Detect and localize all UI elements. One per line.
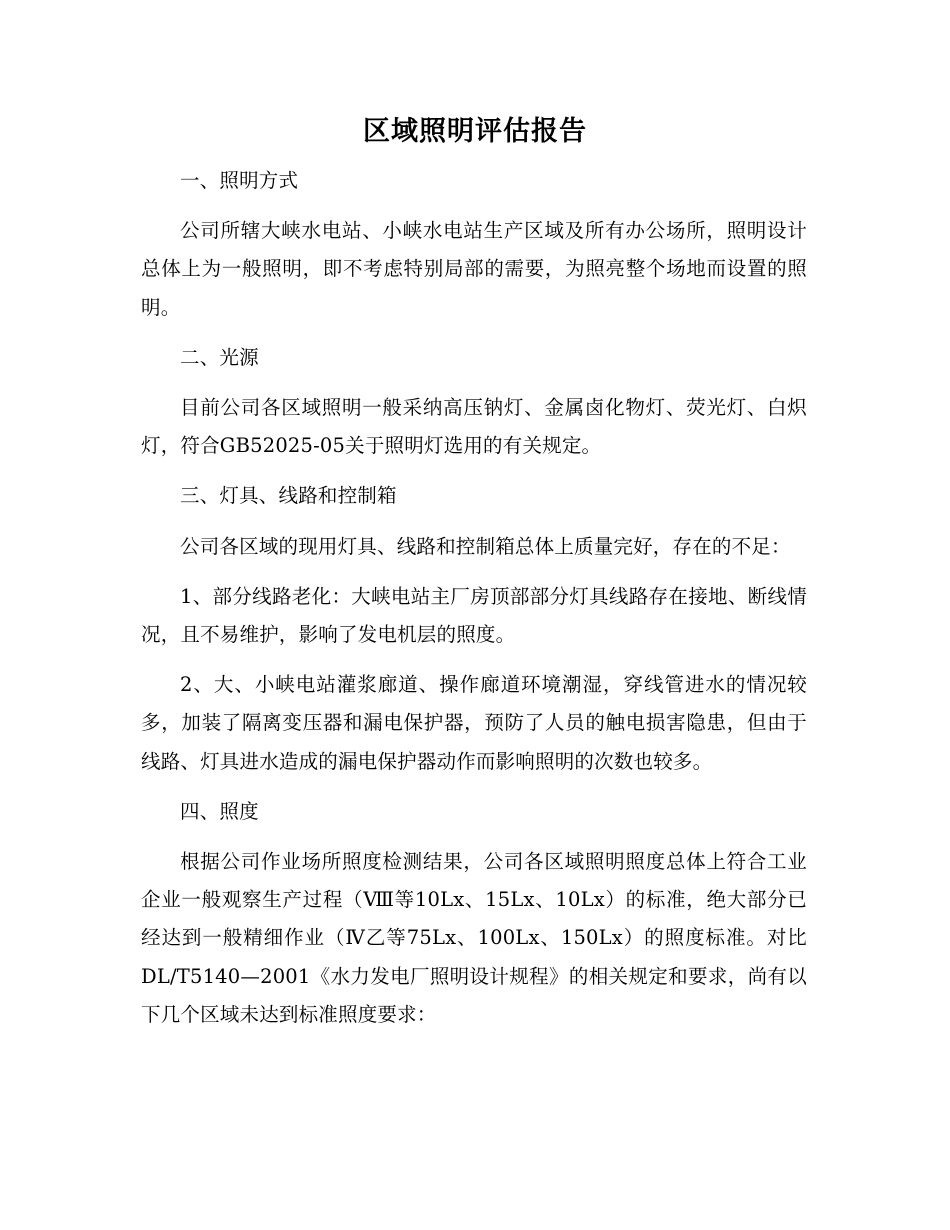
section-heading-illuminance: 四、照度	[180, 799, 259, 823]
paragraph-illuminance: 根据公司作业场所照度检测结果，公司各区域照明照度总体上符合工业企业一般观察生产过程（Ⅷ等10Lx、15Lx、10Lx）的标准，绝大部分已经达到一般精细作业（Ⅳ乙等75Lx、100Lx、150Lx）的照度标准。对比DL/T5140—2001《水力发电厂照明设计规程》的相关规定和要求，尚有以下几个区域未达到标准照度要求：	[141, 850, 807, 1026]
paragraph-fixtures-item-1: 1、部分线路老化：大峡电站主厂房顶部部分灯具线路存在接地、断线情况，且不易维护，影响了发电机层的照度。	[141, 584, 807, 647]
document-body	[141, 162, 807, 1046]
paragraph-lighting-method: 公司所辖大峡水电站、小峡水电站生产区域及所有办公场所，照明设计总体上为一般照明，即不考虑特别局部的需要，为照亮整个场地而设置的照明。	[141, 219, 807, 319]
section-heading-fixtures-lines: 三、灯具、线路和控制箱	[180, 484, 397, 508]
section-heading-lighting-method: 一、照明方式	[180, 169, 299, 192]
section-heading-light-source: 二、光源	[180, 345, 259, 369]
paragraph-fixtures-item-2: 2、大、小峡电站灌浆廊道、操作廊道环境潮湿，穿线管进水的情况较多，加装了隔离变压器和漏电保护器，预防了人员的触电损害隐患，但由于线路、灯具进水造成的漏电保护器动作而影响照明的次数也较多。	[141, 673, 807, 773]
paragraph-light-source: 目前公司各区域照明一般采纳高压钠灯、金属卤化物灯、荧光灯、白炽灯，符合GB52025-05关于照明灯选用的有关规定。	[141, 396, 807, 458]
paragraph-fixtures-intro: 公司各区域的现用灯具、线路和控制箱总体上质量完好，存在的不足：	[180, 534, 791, 558]
document-title: 区域照明评估报告	[363, 116, 587, 147]
